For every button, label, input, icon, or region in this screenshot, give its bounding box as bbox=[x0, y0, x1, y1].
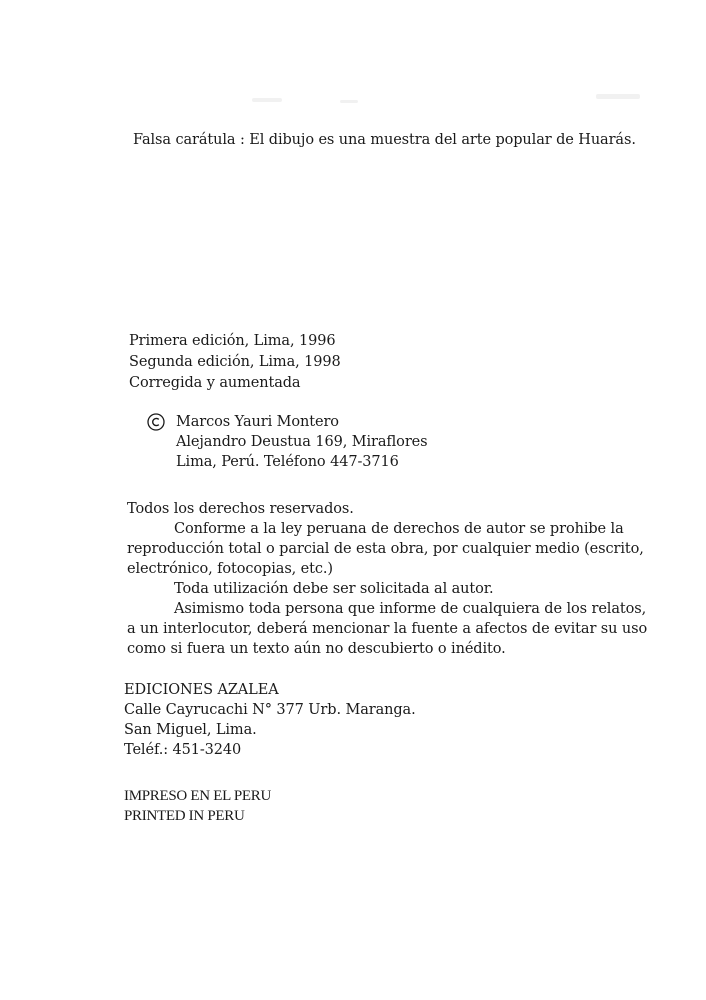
rights-line: reproducción total o parcial de esta obra, por cualquier medio (escrito, bbox=[127, 541, 644, 557]
cover-note: Falsa carátula : El dibujo es una muestra del arte popular de Huarás. bbox=[133, 132, 636, 148]
bleed-through-mark bbox=[340, 100, 358, 103]
copyright-holder: Marcos Yauri Montero bbox=[176, 414, 339, 430]
edition-line: Primera edición, Lima, 1996 bbox=[129, 333, 336, 349]
rights-line: Conforme a la ley peruana de derechos de autor se prohibe la bbox=[174, 521, 624, 537]
publisher-city: San Miguel, Lima. bbox=[124, 722, 257, 738]
rights-line: Toda utilización debe ser solicitada al autor. bbox=[174, 581, 494, 597]
printed-in-spanish: IMPRESO EN EL PERU bbox=[124, 788, 271, 804]
copyright-address: Alejandro Deustua 169, Miraflores bbox=[176, 434, 428, 450]
rights-line: Todos los derechos reservados. bbox=[127, 501, 354, 517]
rights-line: electrónico, fotocopias, etc.) bbox=[127, 561, 333, 577]
edition-line: Corregida y aumentada bbox=[129, 375, 301, 391]
publisher-name: EDICIONES AZALEA bbox=[124, 682, 279, 698]
publisher-phone: Teléf.: 451-3240 bbox=[124, 742, 242, 758]
rights-line: como si fuera un texto aún no descubierto o inédito. bbox=[127, 641, 506, 657]
bleed-through-mark bbox=[596, 94, 640, 99]
copyright-phone: Lima, Perú. Teléfono 447-3716 bbox=[176, 454, 399, 470]
edition-line: Segunda edición, Lima, 1998 bbox=[129, 354, 341, 370]
publisher-address: Calle Cayrucachi N° 377 Urb. Maranga. bbox=[124, 702, 416, 718]
rights-line: Asimismo toda persona que informe de cualquiera de los relatos, bbox=[174, 601, 647, 617]
rights-line: a un interlocutor, deberá mencionar la fuente a afectos de evitar su uso bbox=[127, 621, 648, 637]
printed-in-english: PRINTED IN PERU bbox=[124, 808, 245, 824]
copyright-icon bbox=[147, 413, 165, 431]
bleed-through-mark bbox=[252, 98, 282, 102]
